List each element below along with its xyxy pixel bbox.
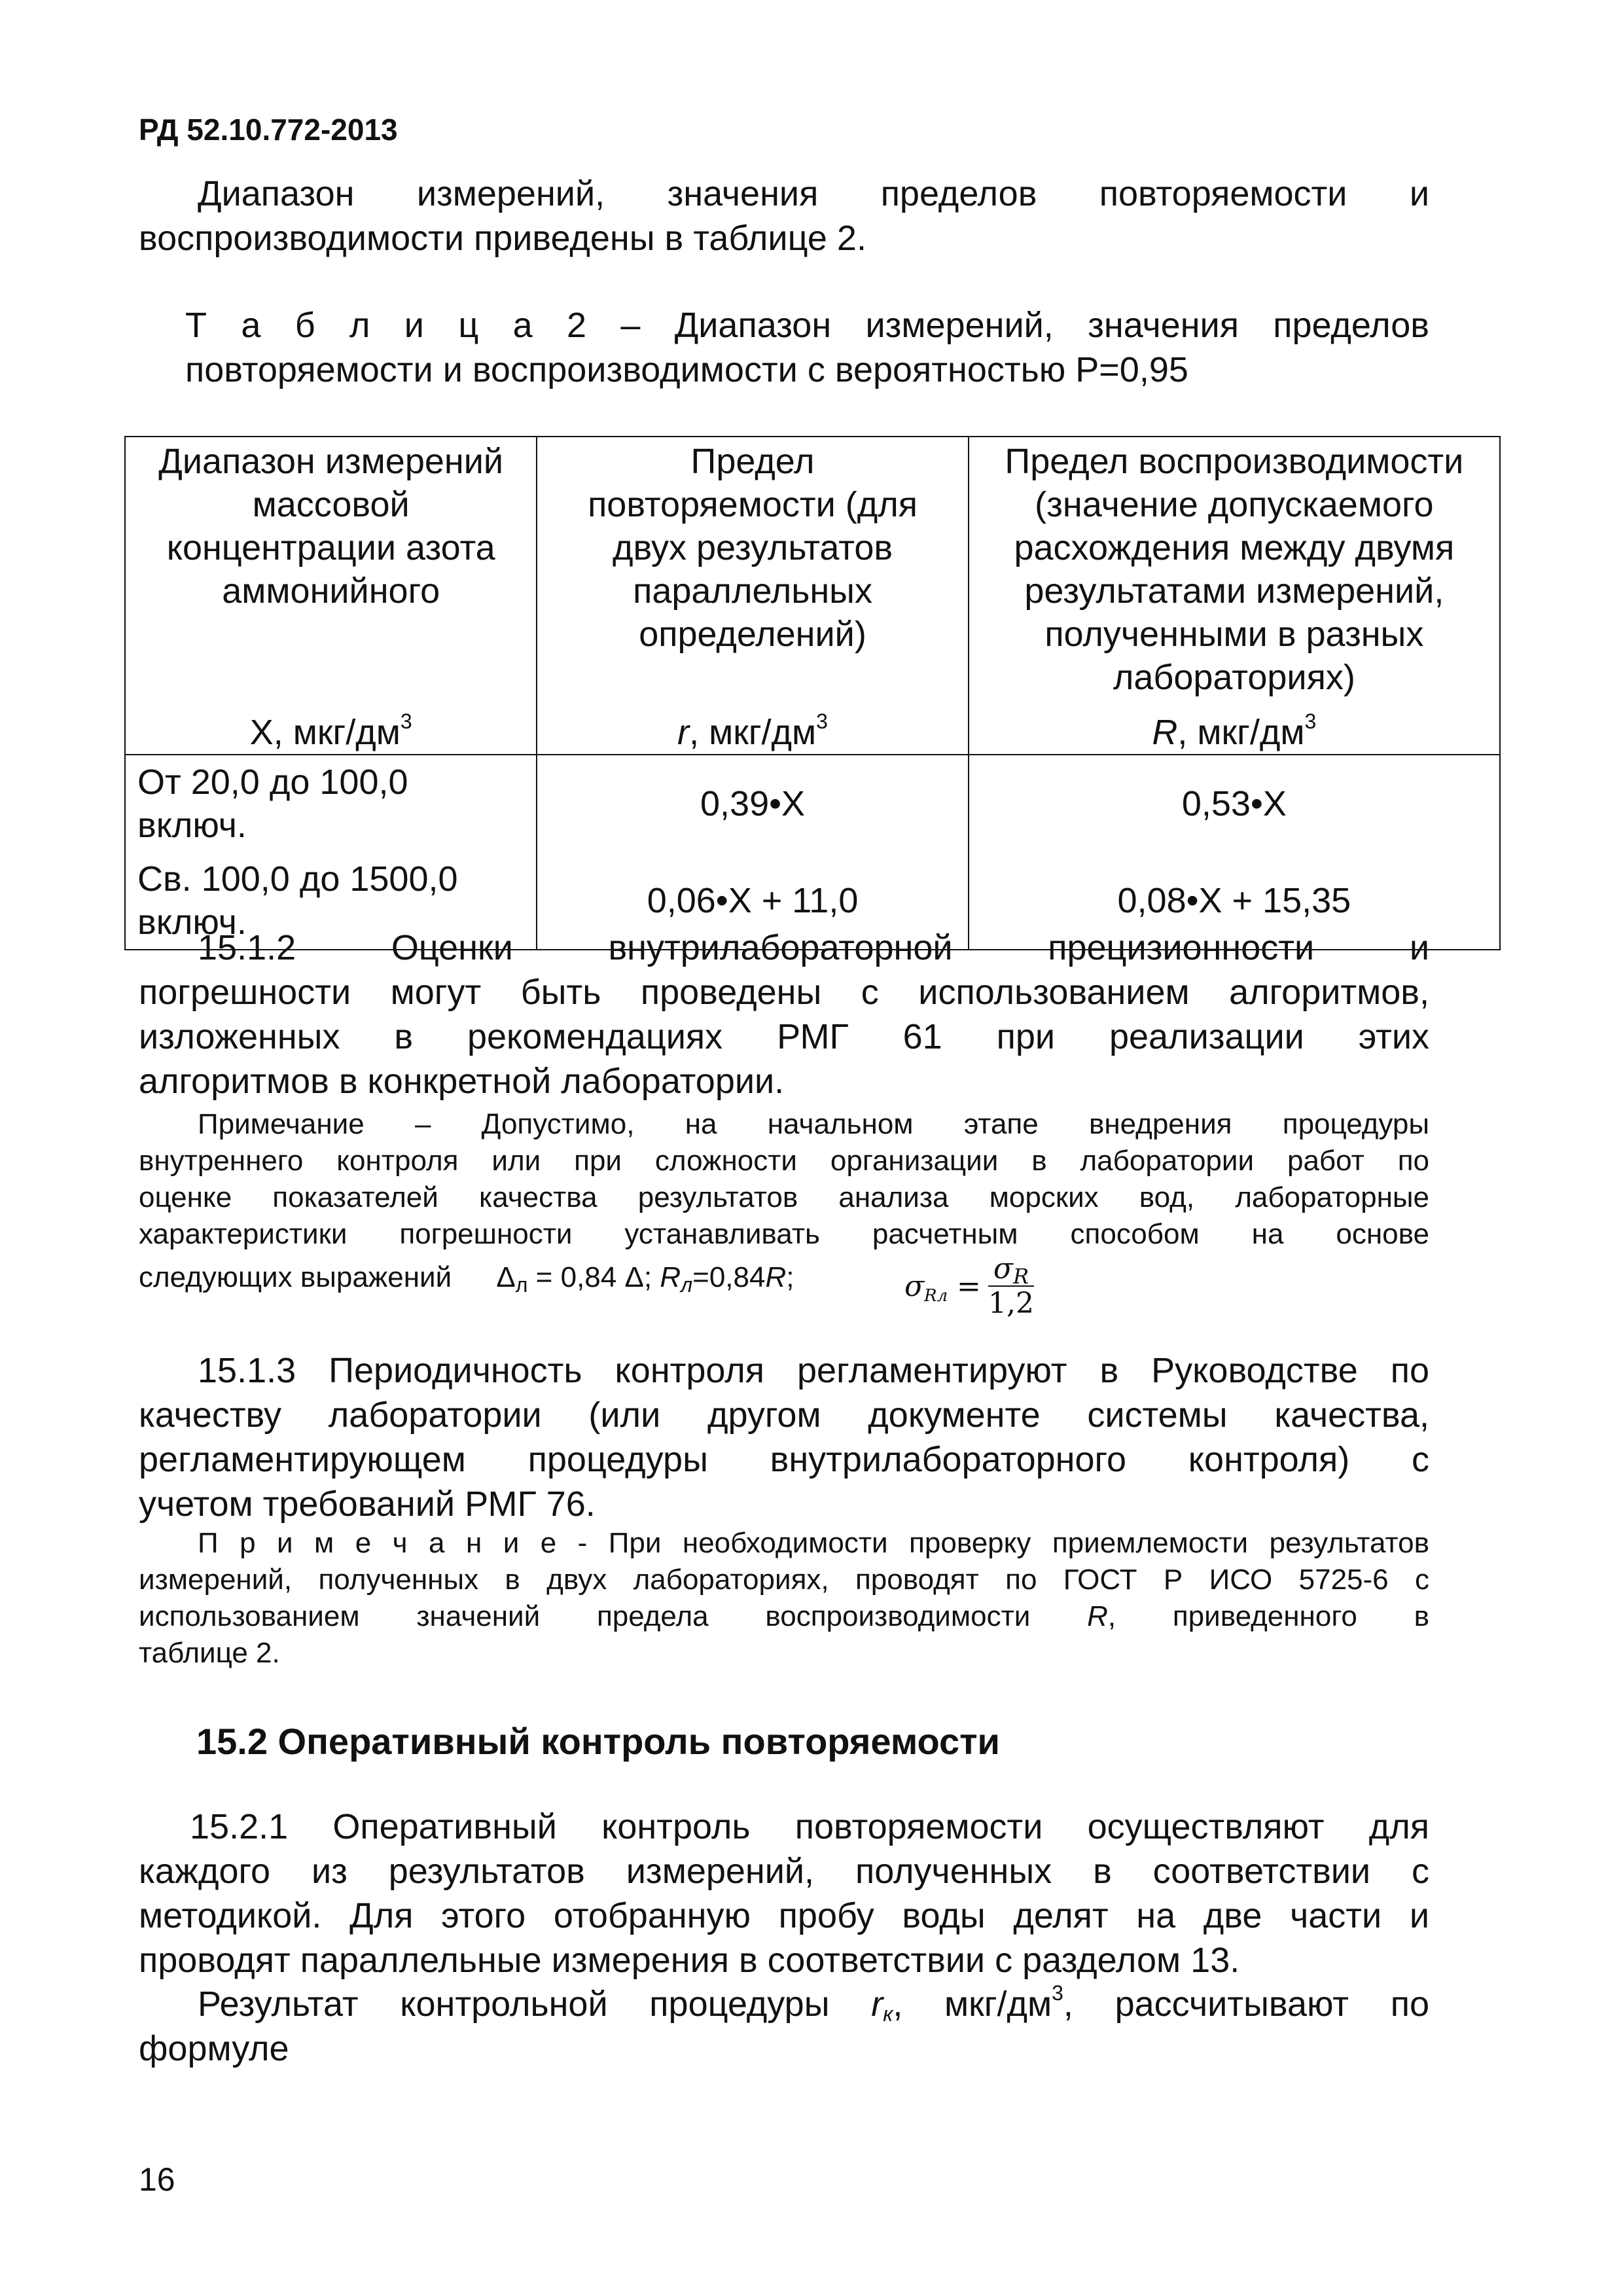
note-text: использованием значений предела воспроизводимости [139,1600,1088,1632]
sigma-subscript: R [1012,1264,1029,1289]
header-text: Диапазон измерений [158,442,504,481]
paragraph-15-1-2 [139,925,1429,1103]
table-2 [124,436,1501,950]
unit-text: , мкг/дм [273,713,401,752]
text-line: изложенных в рекомендациях РМГ 61 при реализации этих [139,1017,1429,1056]
header-text: повторяемости (для [588,485,918,524]
unit-text: , мкг/дм [689,713,817,752]
header-cell-reproducibility [969,437,1500,755]
sigma-letter: σ [904,1270,925,1303]
header-unit [969,711,1499,754]
section-heading: 15.2 Оперативный контроль повторяемости [196,1721,1000,1762]
text-line: 15.2.1 Оперативный контроль повторяемости осуществляют для [190,1807,1429,1846]
r-subscript: л [681,1273,693,1297]
paragraph-result [139,1982,1429,2071]
unit-superscript: 3 [1304,709,1317,733]
text-line: 15.1.2 Оценки внутрилабораторной прецизионности и [198,928,1429,967]
note-variable: R [1087,1600,1108,1632]
range-text: От 20,0 до 100,0 [137,762,408,802]
range-text: включ. [137,903,247,942]
header-text: массовой [252,485,410,524]
text-line [185,303,1429,348]
range-text: Св. 100,0 до 1500,0 [137,859,458,899]
header-cell-repeatability [537,437,968,755]
text-line [139,1525,1429,1562]
table-header-row [125,437,1500,755]
r-symbol: R [660,1261,681,1293]
sigma-letter: σ [993,1252,1013,1285]
delta-subscript: л [515,1273,528,1297]
text-line: учетом требований РМГ 76. [139,1484,596,1524]
note-label: П р и м е ч а н и е [198,1527,557,1559]
paragraph-15-2-1 [139,1804,1429,1982]
text-line: оценке показателей качества результатов анализа морских вод, лабораторные [139,1181,1429,1213]
unit-variable: R [1152,713,1178,752]
repeatability-value: 0,06•X + 11,0 [647,881,859,920]
text-span: Результат контрольной процедуры [198,1984,872,2024]
unit-variable: r [677,713,690,752]
header-text: (значение допускаемого [1035,485,1434,524]
text-line [139,1598,1429,1635]
unit-variable: X [249,713,274,752]
note-formula-line [139,1258,794,1297]
page-number: 16 [139,2161,175,2198]
header-text: параллельных [633,571,872,611]
header-text: Предел [690,442,815,481]
header-unit [126,711,536,754]
text-line [139,1982,1429,2026]
header-text: аммонийного [222,571,440,611]
text-line: регламентирующем процедуры внутрилабораторного контроля) с [139,1440,1429,1479]
range-cell [125,755,537,852]
reproducibility-value: 0,08•X + 15,35 [1117,881,1351,920]
paragraph-range-intro [139,171,1429,260]
variable: r [871,1984,883,2024]
caption-title: – Диапазон измерений, значения пределов [620,306,1429,345]
formula-prefix: следующих выражений [139,1261,452,1293]
document-code: РД 52.10.772-2013 [139,113,398,147]
text-line: внутреннего контроля или при сложности организации в лаборатории работ по [139,1145,1429,1177]
unit-text: , мкг/дм [1177,713,1305,752]
table-caption [185,303,1429,392]
fraction-denominator: 1,2 [988,1287,1034,1320]
text-line: 15.1.3 Периодичность контроля регламентируют в Руководстве по [198,1351,1429,1390]
note-text: - При необходимости проверку приемлемости результатов [556,1527,1429,1559]
header-text: Предел воспроизводимости [1005,442,1464,481]
text-line: методикой. Для этого отобранную пробу воды делят на две части и [139,1896,1429,1935]
text-line: Примечание – Допустимо, на начальном этапе внедрения процедуры [198,1108,1429,1140]
text-line: погрешности могут быть проведены с использованием алгоритмов, [139,973,1429,1012]
r-variable: R [765,1261,787,1293]
header-text: полученными в разных [1044,615,1424,654]
fraction-numerator [988,1253,1034,1287]
sigma-symbol [904,1270,948,1306]
range-text: включ. [137,806,247,845]
equals-sign: = [957,1270,981,1303]
fraction [988,1253,1034,1321]
text-line: таблице 2. [139,1637,280,1669]
text-line: измерений, полученных в двух лабораториях, проводят по ГОСТ Р ИСО 5725-6 с [139,1564,1429,1596]
sigma-subscript: Rл [924,1286,948,1306]
text-line: каждого из результатов измерений, полученных в соответствии с [139,1852,1429,1891]
header-text: расхождения между двумя [1014,528,1455,567]
unit-superscript: 3 [816,709,828,733]
repeatability-value: 0,39•X [700,784,806,823]
header-text: лабораториях) [1113,658,1355,697]
table-row [125,755,1500,852]
header-text: определений) [639,615,866,654]
text-span: , мкг/дм [893,1984,1052,2024]
text-line: воспроизводимости приведены в таблице 2. [139,219,866,258]
variable-subscript: к [883,2002,893,2026]
delta-symbol: Δ [496,1261,516,1293]
note-text: , приведенного в [1107,1600,1430,1632]
text-line: качеству лаборатории (или другом документе системы качества, [139,1395,1429,1435]
reproducibility-cell [969,755,1500,852]
text-line: проводят параллельные измерения в соответствии с разделом 13. [139,1941,1240,1980]
text-span: , рассчитывают по [1063,1984,1429,2024]
text-line: Диапазон измерений, значения пределов повторяемости и [198,174,1429,213]
unit-superscript: 3 [400,709,412,733]
header-cell-range [125,437,537,755]
r-end: ; [786,1261,794,1293]
paragraph-15-1-3 [139,1348,1429,1526]
header-text: концентрации азота [166,528,495,567]
header-unit [537,711,967,754]
reproducibility-value: 0,53•X [1181,784,1287,823]
delta-equation: = 0,84 Δ; [527,1261,652,1293]
text-line: повторяемости и воспроизводимости с вероятностью Р=0,95 [185,350,1188,389]
text-line: формуле [139,2029,289,2068]
superscript: 3 [1052,1981,1063,2005]
caption-label: Т а б л и ц а 2 [185,306,586,345]
repeatability-cell [537,755,968,852]
note-1 [139,1106,1429,1253]
header-text: двух результатов [612,528,893,567]
header-text: результатами измерений, [1024,571,1444,611]
note-2 [139,1525,1429,1672]
text-line: характеристики погрешности устанавливать расчетным способом на основе [139,1218,1429,1250]
r-equation: =0,84 [692,1261,766,1293]
text-line: алгоритмов в конкретной лаборатории. [139,1062,785,1101]
